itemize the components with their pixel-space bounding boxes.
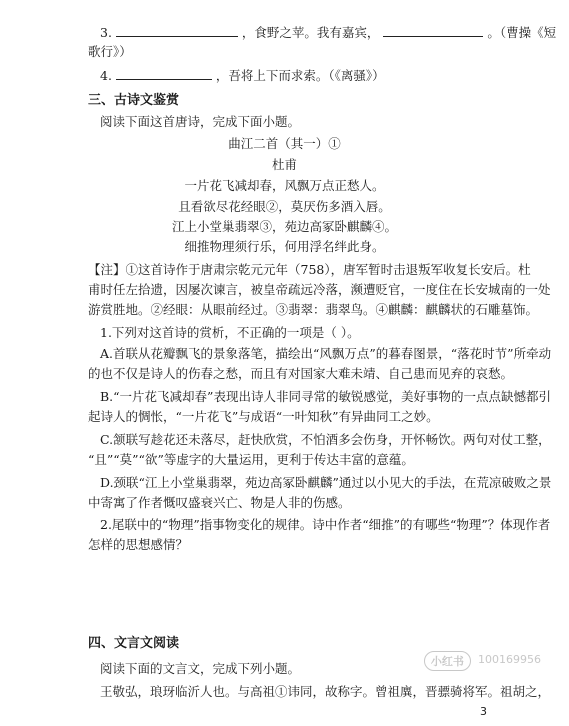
question2-line: 2.尾联中的“物理”指事物变化的规律。诗中作者“细推”的有哪些“物理”？体现作者 [100,517,551,532]
classical-text-line: 王敬弘，琅玡临沂人也。与高祖①讳同，故称字。曾祖廙，晋骠骑将军。祖胡之， [100,684,551,699]
poem-line: 且看欲尽花经眼②，莫厌伤多酒入唇。 [178,199,391,214]
option-b-line: B.“一片花飞减却春”表现出诗人非同寻常的敏锐感觉，美好事物的一点点缺憾都引 [100,389,551,404]
option-c-line: “且”“莫”“欲”等虚字的大量运用，更利于传达丰富的意蕴。 [88,452,414,467]
q4-tail-text: ，吾将上下而求索。（《离骚》） [215,68,385,83]
poem-note-line: 甫时任左拾遗，因屡次谏言，被皇帝疏远冷落，濒遭贬官，一度住在长安城南的一处 [88,282,551,297]
fill-in-q3 [100,24,556,41]
option-b-line: 起诗人的惆怅，“一片花飞”与成语“一叶知秋”有异曲同工之妙。 [88,409,439,424]
poem-line: 江上小堂巢翡翠③，苑边高冢卧麒麟④。 [171,219,397,234]
section3-instruction: 阅读下面这首唐诗，完成下面小题。 [100,114,301,129]
option-a-line: A.首联从花瓣飘飞的景象落笔，描绘出“风飘万点”的暮春图景，“落花时节”所牵动 [100,346,552,361]
poem-note-line: 游赏胜地。②经眼：从眼前经过。③翡翠：翡翠鸟。④麒麟：麒麟状的石雕墓饰。 [88,302,539,317]
q4-number: 4. [100,68,112,83]
q3-wrap-text: 歌行》） [88,44,132,59]
option-a-line: 的也不仅是诗人的伤春之愁，而且有对国家大难未靖、自己患而见弃的哀愁。 [88,366,514,381]
poem-author: 杜甫 [271,157,297,172]
fill-in-q4 [100,67,385,84]
poem-title: 曲江二首（其一）① [228,136,341,151]
watermark-logo: 小红书 [424,651,471,671]
q3-answer-blank-1 [116,24,238,37]
q3-middle-text: ，食野之苹。我有嘉宾， [241,25,380,40]
question2-line: 怎样的思想感情？ [88,537,189,552]
xiaohongshu-watermark [424,650,541,671]
poem-line: 一片花飞减却春，风飘万点正愁人。 [184,178,385,193]
option-c-line: C.颔联写趁花还未落尽，赶快欣赏，不怕酒多会伤身，开怀畅饮。两句对仗工整， [100,432,551,447]
poem-line: 细推物理须行乐，何用浮名绊此身。 [184,239,385,254]
q4-answer-blank [116,67,212,80]
watermark-id: 100169956 [478,653,541,666]
q3-tail-text: 。（曹操《短 [487,25,557,40]
section4-heading: 四、文言文阅读 [88,636,180,651]
option-d-line: 中寄寓了作者慨叹盛衰兴亡、物是人非的伤感。 [88,495,351,510]
q3-number: 3. [100,25,112,40]
q3-answer-blank-2 [383,24,483,37]
page-number: 3 [480,705,487,718]
section4-instruction: 阅读下面的文言文，完成下列小题。 [100,661,301,676]
section3-heading: 三、古诗文鉴赏 [88,93,180,108]
question1-stem: 1.下列对这首诗的赏析，不正确的一项是（ ）。 [100,325,360,340]
option-d-line: D.颈联“江上小堂巢翡翠，苑边高冢卧麒麟”通过以小见大的手法，在荒凉破败之景 [100,475,552,490]
poem-note-line: 【注】①这首诗作于唐肃宗乾元元年（758），唐军暂时击退叛军收复长安后。杜 [88,262,531,277]
